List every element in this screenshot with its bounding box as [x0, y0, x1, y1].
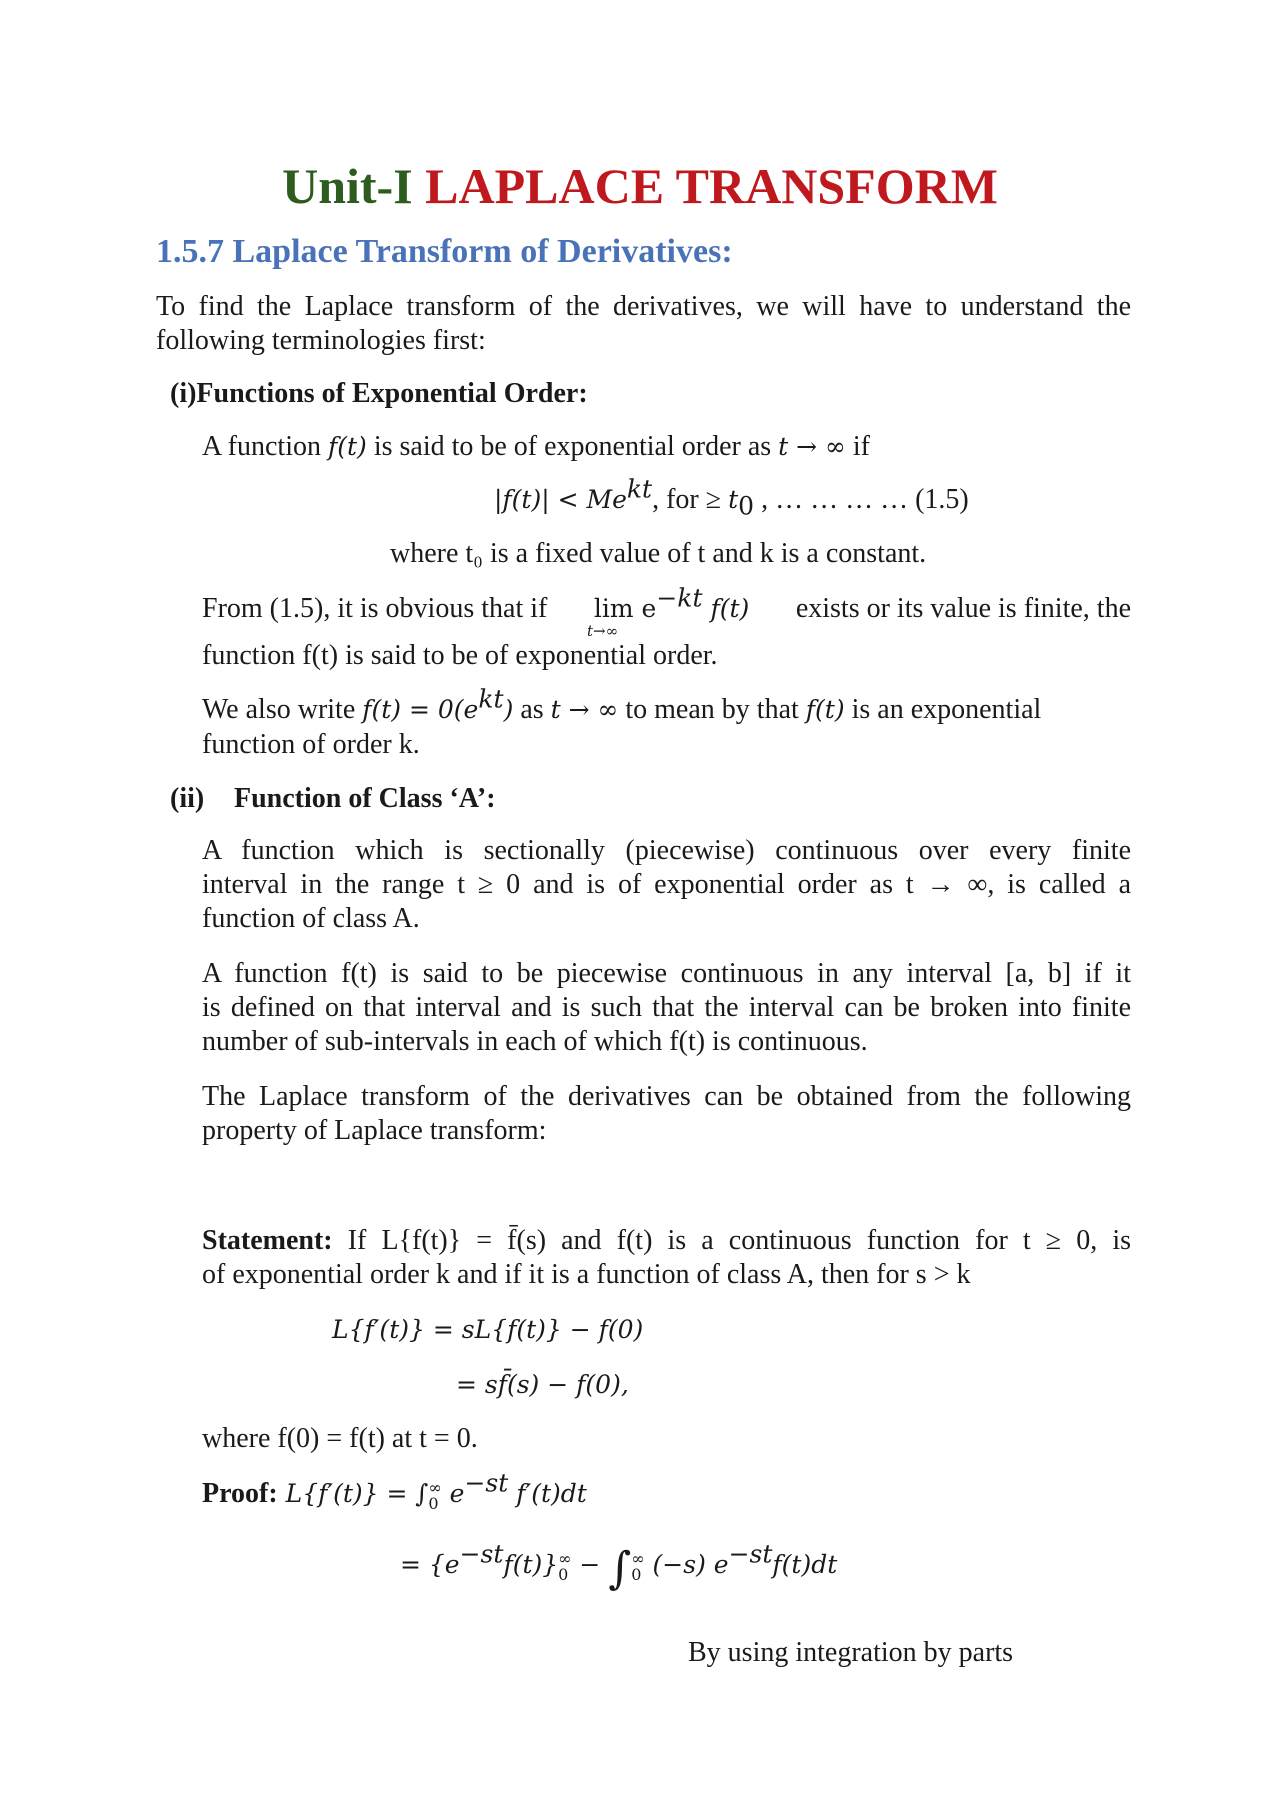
class-a-line-2: interval in the range t ≥ 0 and is of exponential order as t → ∞, is called a — [202, 869, 1131, 900]
subheading-class-a — [170, 782, 496, 816]
eq3-int-limits — [631, 1548, 645, 1584]
lim-subscript: t→∞ — [587, 622, 619, 640]
statement-paragraph — [202, 1224, 1131, 1292]
class-a-line-3: function of class A. — [202, 903, 420, 934]
intro-line-1: To find the Laplace transform of the derivatives, we will have to understand the — [156, 291, 1131, 322]
def-limit: t → ∞ — [778, 432, 846, 461]
eq3-bracket-limits — [558, 1548, 572, 1584]
proof-int-limits — [428, 1477, 442, 1513]
intro-paragraph — [156, 290, 1131, 358]
statement-label: Statement: — [202, 1225, 333, 1256]
lim-exponent: −kt — [656, 583, 703, 613]
proof-integrand: f′(t)dt — [508, 1479, 587, 1508]
eq3-bracket-lower: 0 — [558, 1564, 569, 1584]
limit-statement-line-2: function f(t) is said to be of exponential order. — [202, 640, 718, 671]
lim-text-d: exists or its value is finite, the — [788, 593, 1131, 624]
ineq-t0-sub: 0 — [738, 491, 755, 521]
property-intro-paragraph — [202, 1080, 1131, 1148]
eq3-bracket-upper: ∞ — [558, 1548, 572, 1568]
eq3-part-b: f(t)} — [503, 1550, 559, 1579]
derivative-equation-1: L{f′(t)} = sL{f(t)} − f(0) — [332, 1315, 644, 1344]
big-o-statement-line-2: function of order k. — [202, 729, 420, 760]
eq3-int-upper: ∞ — [631, 1548, 645, 1568]
eq3-part-a: = {e — [400, 1550, 460, 1579]
lim-text-a: From (1.5), it is obvious that if — [202, 593, 555, 624]
def-function: f(t) — [328, 432, 367, 461]
page-title — [0, 156, 1280, 216]
equation-1-5 — [494, 474, 969, 521]
proof-int-upper: ∞ — [428, 1477, 442, 1497]
big-o-statement-line-1 — [202, 684, 1131, 727]
piecewise-line-1: A function f(t) is said to be piecewise continuous in any interval [a, b] if it — [202, 958, 1131, 989]
also-text-d: as — [513, 694, 551, 725]
class-a-paragraph — [202, 834, 1131, 936]
integral-sign: ∫ — [608, 1543, 632, 1594]
also-function: f(t) — [805, 695, 845, 724]
piecewise-line-2: is defined on that interval and is such that the interval can be broken into finite — [202, 992, 1131, 1023]
ineq-exponent: kt — [626, 474, 653, 504]
statement-line-1 — [202, 1224, 1131, 1258]
unit-title: LAPLACE TRANSFORM — [425, 158, 998, 214]
ineq-for: , for ≥ — [652, 484, 729, 515]
big-o-close: ) — [503, 695, 514, 724]
subheading-text: Function of Class ‘A’: — [234, 783, 496, 814]
unit-label: Unit-I — [282, 158, 413, 214]
proof-line — [202, 1468, 587, 1513]
also-text-a: We also write — [202, 694, 363, 725]
eq3-minus: − — [571, 1550, 609, 1579]
integration-note: By using integration by parts — [688, 1637, 1014, 1668]
ineq-t0: t — [728, 485, 739, 514]
subheading-exponential-order: (i)Functions of Exponential Order: — [170, 378, 588, 409]
eq3-part-e: f(t)dt — [772, 1550, 838, 1579]
also-limit: t → ∞ — [550, 695, 619, 724]
def-text-d: if — [845, 431, 870, 462]
intro-line-2: following terminologies first: — [156, 325, 486, 356]
ineq-number: , … … … … (1.5) — [754, 484, 969, 515]
subheading-number: (ii) — [170, 783, 205, 814]
def-text-a: A function — [202, 431, 328, 462]
lim-expr: lim e — [593, 594, 657, 623]
proof-int-lower: 0 — [428, 1493, 439, 1513]
statement-line-2: of exponential order k and if it is a function of class A, then for s > k — [202, 1259, 971, 1290]
where-constants: where t₀ is a fixed value of t and k is a constant. — [390, 538, 927, 569]
big-o-exponent: kt — [478, 684, 504, 714]
proof-exp: e — [441, 1479, 465, 1508]
exponential-order-definition — [202, 430, 870, 464]
eq3-exponent-2: −st — [728, 1539, 773, 1569]
also-text-h: is an exponential — [844, 694, 1042, 725]
eq3-int-lower: 0 — [631, 1564, 642, 1584]
def-text-b: is said to be of exponential order as — [366, 431, 779, 462]
big-o-expr: f(t) = 0(e — [362, 695, 479, 724]
property-line-2: property of Laplace transform: — [202, 1115, 547, 1146]
piecewise-line-3: number of sub-intervals in each of which f(t) is continuous. — [202, 1026, 868, 1057]
proof-exponent: −st — [464, 1468, 509, 1498]
lim-function: f(t) — [702, 594, 750, 623]
limit-statement-line-1 — [202, 583, 1131, 626]
statement-text-1: If L{f(t)} = f̄(s) and f(t) is a continuous function for t ≥ 0, is — [332, 1225, 1131, 1256]
section-heading: 1.5.7 Laplace Transform of Derivatives: — [156, 233, 733, 270]
proof-label: Proof: — [202, 1478, 278, 1509]
proof-lhs: L{f′(t)} = ∫ — [277, 1479, 429, 1508]
also-text-f: to mean by that — [618, 694, 806, 725]
piecewise-paragraph — [202, 957, 1131, 1059]
where-f0: where f(0) = f(t) at t = 0. — [202, 1423, 478, 1454]
class-a-line-1: A function which is sectionally (piecewise) continuous over every finite — [202, 835, 1131, 866]
eq3-exponent: −st — [459, 1539, 504, 1569]
eq3-part-d: (−s) e — [644, 1550, 729, 1579]
derivative-equation-2: = sf̄(s) − f(0), — [456, 1370, 629, 1399]
ineq-lhs: |f(t)| < Me — [494, 485, 627, 514]
property-line-1: The Laplace transform of the derivatives can be obtained from the following — [202, 1081, 1131, 1112]
integration-by-parts-equation — [400, 1539, 838, 1594]
